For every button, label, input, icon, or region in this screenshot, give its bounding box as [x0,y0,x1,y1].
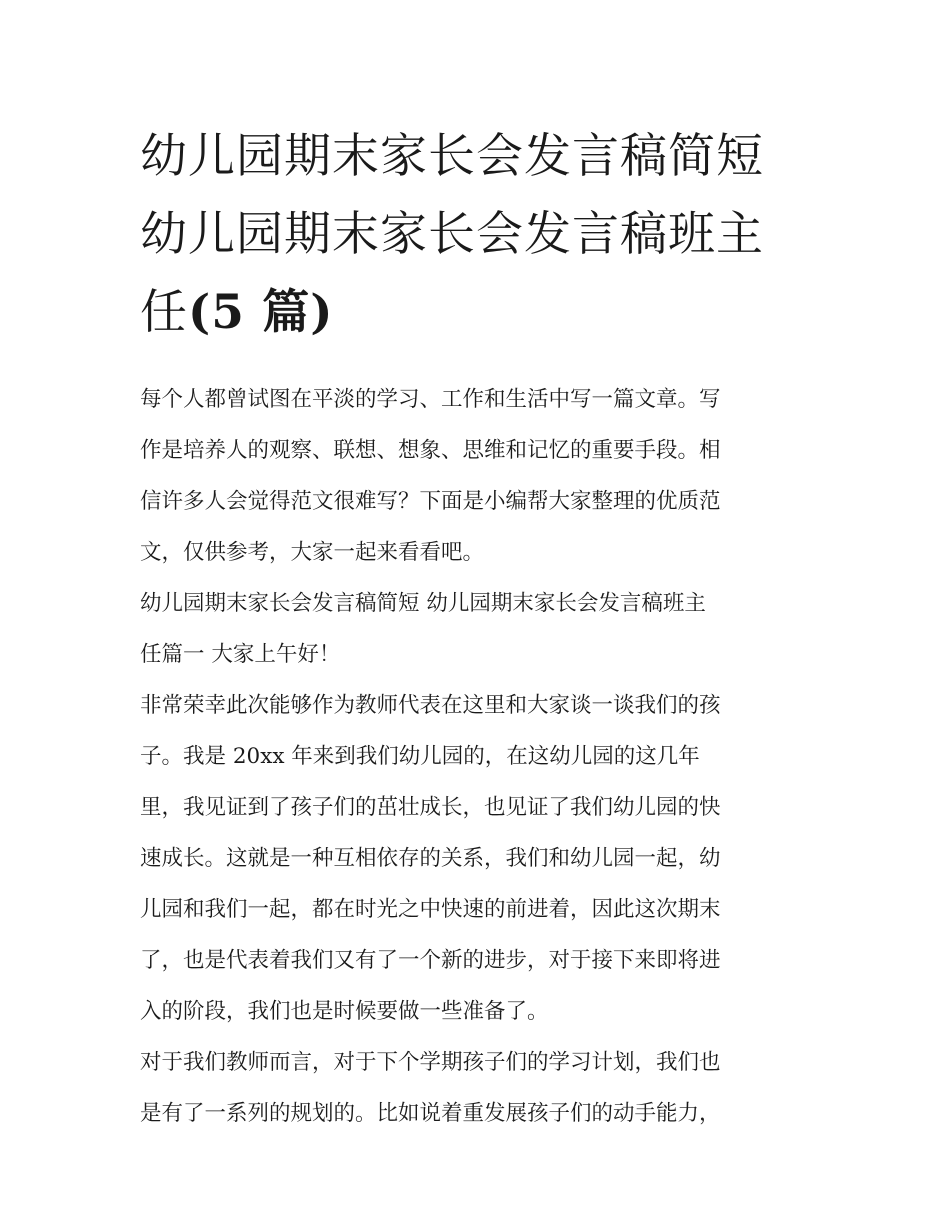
document-page [140,118,820,1139]
paragraph-line: 是有了一系列的规划的。比如说着重发展孩子们的动手能力， [140,1101,721,1126]
paragraph-line: 儿园和我们一起，都在时光之中快速的前进着，因此这次期末 [140,897,721,922]
paragraph-line: 幼儿园期末家长会发言稿简短 幼儿园期末家长会发言稿班主 [140,591,706,616]
paragraph-line: 了，也是代表着我们又有了一个新的进步，对于接下来即将进 [140,948,721,973]
paragraph-line: 信许多人会觉得范文很难写？下面是小编帮大家整理的优质范 [140,489,721,514]
paragraph-line: 速成长。这就是一种互相依存的关系，我们和幼儿园一起，幼 [140,846,721,871]
paragraph-speech-2 [140,1037,820,1139]
title-line-2: 幼儿园期末家长会发言稿班主 [140,207,764,262]
paragraph-section-heading [140,578,820,680]
paragraph-line: 任篇一 大家上午好！ [140,642,341,667]
paragraph-line: 每个人都曾试图在平淡的学习、工作和生活中写一篇文章。写 [140,387,721,412]
document-body [140,374,820,1139]
title-line-3 [140,274,820,352]
paragraph-line: 子。我是 20xx 年来到我们幼儿园的，在这幼儿园的这几年 [140,744,700,769]
paragraph-line: 入的阶段，我们也是时候要做一些准备了。 [140,999,549,1024]
paragraph-line: 里，我见证到了孩子们的茁壮成长，也见证了我们幼儿园的快 [140,795,721,820]
title-line-3-count: (5 篇) [188,285,334,340]
title-line-3-prefix: 任 [140,285,188,340]
document-title [140,118,820,352]
title-line-1: 幼儿园期末家长会发言稿简短 [140,129,764,184]
paragraph-intro [140,374,820,578]
paragraph-line: 非常荣幸此次能够作为教师代表在这里和大家谈一谈我们的孩 [140,693,721,718]
paragraph-speech-1 [140,680,820,1037]
paragraph-line: 作是培养人的观察、联想、想象、思维和记忆的重要手段。相 [140,438,721,463]
paragraph-line: 对于我们教师而言，对于下个学期孩子们的学习计划，我们也 [140,1050,721,1075]
paragraph-line: 文，仅供参考，大家一起来看看吧。 [140,540,485,565]
